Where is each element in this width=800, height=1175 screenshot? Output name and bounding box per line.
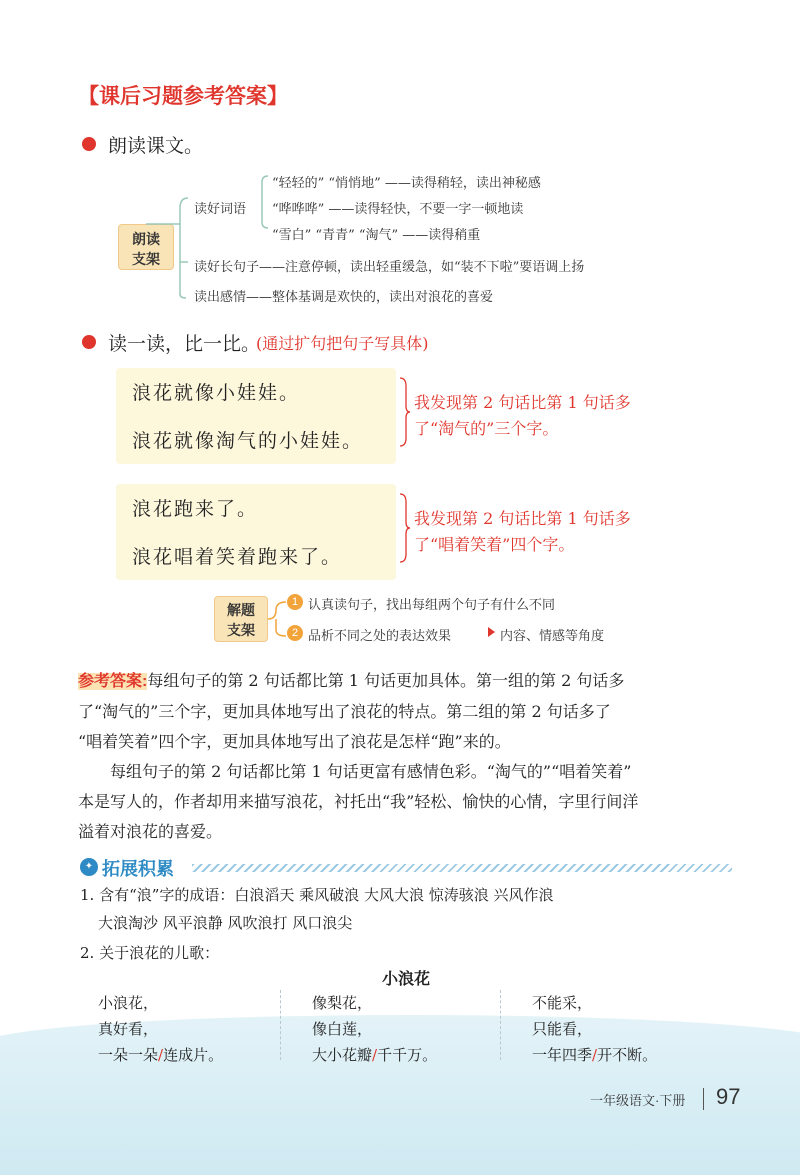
footer-book: 一年级语文·下册 xyxy=(590,1093,686,1108)
sentence-1a: 浪花就像小娃娃。 xyxy=(132,382,301,404)
word-line-3: “雪白” “青青” “淘气” ——读得稍重 xyxy=(272,228,481,243)
answer-block xyxy=(78,666,758,847)
note-brace-2 xyxy=(396,492,412,564)
answer-line-2: 了“淘气的”三个字，更加具体地写出了浪花的特点。第二组的第 2 句话多了 xyxy=(78,702,611,721)
step-2-badge: 2 xyxy=(287,625,303,641)
footer-divider xyxy=(703,1088,704,1110)
poem-pause-mark: / xyxy=(592,1046,598,1064)
sentence-1b: 浪花就像淘气的小娃娃。 xyxy=(132,430,364,452)
bullet-icon xyxy=(82,335,96,349)
poem-line: 大小花瓣/千千万。 xyxy=(312,1046,438,1064)
poem-line: 一年四季/开不断。 xyxy=(532,1046,658,1064)
answer-line-3: “唱着笑着”四个字，更加具体地写出了浪花是怎样“跑”来的。 xyxy=(78,732,511,751)
poem-pause-mark: / xyxy=(158,1046,164,1064)
word-line-2: “哗哗哗” ——读得轻快，不要一字一顿地读 xyxy=(272,202,524,217)
note-brace-1 xyxy=(396,376,412,448)
song-intro: 2. 关于浪花的儿歌： xyxy=(80,944,220,962)
poem-title: 小浪花 xyxy=(382,971,431,988)
frame-label-line1: 朗读 xyxy=(132,231,160,247)
long-sentence-line: 读好长句子——注意停顿，读出轻重缓急，如“装不下啦”要语调上扬 xyxy=(194,260,585,275)
answer-label: 参考答案: xyxy=(78,673,148,690)
poem-line: 一朵一朵/连成片。 xyxy=(98,1046,224,1064)
note-2-line1: 我发现第 2 句话比第 1 句话多 xyxy=(414,509,631,528)
note-1-line1: 我发现第 2 句话比第 1 句话多 xyxy=(414,393,631,412)
sentence-2b: 浪花唱着笑着跑来了。 xyxy=(132,546,343,568)
bullet-icon xyxy=(82,137,96,151)
note-1-line2: 了“淘气的”三个字。 xyxy=(414,419,559,438)
poem-line: 不能采， xyxy=(532,994,593,1012)
q2-hint: (通过扩句把句子写具体) xyxy=(256,334,429,353)
page-title: 【课后习题参考答案】 xyxy=(78,85,288,108)
heading-divider xyxy=(192,864,732,872)
page-number: 97 xyxy=(716,1084,741,1109)
step-1-badge: 1 xyxy=(287,594,303,610)
solution-frame-label xyxy=(214,596,268,642)
answer-line-6: 溢着对浪花的喜爱。 xyxy=(78,822,223,841)
step-1-text: 认真读句子，找出每组两个句子有什么不同 xyxy=(308,598,556,613)
idiom-line-2: 大浪淘沙 风平浪静 风吹浪打 风口浪尖 xyxy=(98,914,353,932)
poem-col-2 xyxy=(312,990,437,1068)
poem-line: 只能看， xyxy=(532,1020,593,1038)
answer-line-1: 每组句子的第 2 句话都比第 1 句话更加具体。第一组的第 2 句话多 xyxy=(147,671,625,690)
step-2-extra: 内容、情感等角度 xyxy=(500,629,605,644)
poem-col-3 xyxy=(532,990,657,1068)
poem-pause-mark: / xyxy=(372,1046,378,1064)
poem-line: 像白莲， xyxy=(312,1020,373,1038)
extend-icon: ✦ xyxy=(80,858,98,876)
solution-label-line2: 支架 xyxy=(227,622,255,638)
emotion-line: 读出感情——整体基调是欢快的，读出对浪花的喜爱 xyxy=(194,290,494,305)
poem-line: 小浪花， xyxy=(98,994,159,1012)
poem-line: 像梨花， xyxy=(312,994,373,1012)
arrow-icon xyxy=(488,627,495,637)
word-line-1: “轻轻的” “悄悄地” ——读得稍轻，读出神秘感 xyxy=(272,176,541,191)
idiom-line-1: 1. 含有“浪”字的成语：白浪滔天 乘风破浪 大风大浪 惊涛骇浪 兴风作浪 xyxy=(80,886,554,904)
frame-label-line2: 支架 xyxy=(132,251,160,267)
poem-divider-2 xyxy=(500,990,501,1060)
note-2-line2: 了“唱着笑着”四个字。 xyxy=(414,535,575,554)
poem-line: 真好看， xyxy=(98,1020,159,1038)
step-2-text: 品析不同之处的表达效果 xyxy=(308,629,452,644)
answer-line-4: 每组句子的第 2 句话都比第 1 句话更富有感情色彩。“淘气的”“唱着笑着” xyxy=(110,762,632,781)
extend-heading: 拓展积累 xyxy=(102,859,174,879)
poem-col-1 xyxy=(98,990,223,1068)
sentence-2a: 浪花跑来了。 xyxy=(132,498,259,520)
q1-heading: 朗读课文。 xyxy=(108,135,204,157)
poem-divider-1 xyxy=(280,990,281,1060)
words-label: 读好词语 xyxy=(194,202,247,217)
solution-label-line1: 解题 xyxy=(227,602,255,618)
answer-line-5: 本是写人的，作者却用来描写浪花，衬托出“我”轻松、愉快的心情，字里行间洋 xyxy=(78,792,639,811)
q2-heading: 读一读，比一比。 xyxy=(108,333,261,355)
